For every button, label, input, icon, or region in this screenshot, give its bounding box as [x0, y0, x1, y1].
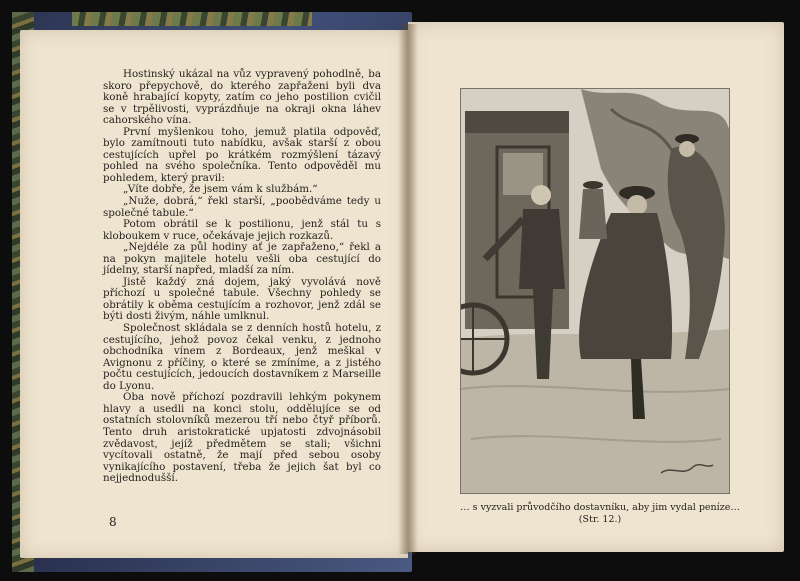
- paragraph: Hostinský ukázal na vůz vypravený pohodlně, ba skoro přepychově, do kterého zapřaženi byli dva koně hrabající kopyty, zatím co jeho postilion cvičil se v trpělivosti, vyprázdňuje na okraji okna láhev cahorského vína.: [103, 68, 381, 127]
- illustration: [460, 88, 730, 494]
- marbled-edge-top: [72, 12, 312, 26]
- page-number: 8: [109, 515, 117, 529]
- book-gutter: [398, 24, 418, 554]
- paragraph: Oba nově příchozí pozdravili lehkým pokynem hlavy a usedli na konci stolu, oddělujíce se od ostatních stolovníků mezerou tří nebo čtyř příborů. Tento druh aristokratické upjatosti zdvojnásobil zvědavost, jejíž předmětem se stali; všichni vycítovali ostatně, že mají před sebou osoby vynikajícího postavení, třeba že jejich šat byl co nejjednodušší.: [103, 391, 381, 485]
- caption-page-reference: (Str. 12.): [578, 514, 622, 525]
- paragraph: První myšlenkou toho, jemuž platila odpověď, bylo zamítnouti tuto nabídku, avšak starší z obou cestujících upřel po krátkém rozmýšlení tázavý pohled na svého společníka. Tento odpověděl mu pohledem, který pravil:: [103, 125, 381, 184]
- body-text: [103, 69, 381, 485]
- illustration-caption: [440, 502, 760, 526]
- paragraph: „Víte dobře, že jsem vám k službám.“: [123, 183, 318, 196]
- paragraph: Jistě každý zná dojem, jaký vyvolává nově příchozí u společné tabule. Všechny pohledy se obrátily k oběma cestujícím a rozhovor, jenž zdál se býti dosti živým, náhle umlknul.: [103, 275, 381, 323]
- paragraph: „Nuže, dobrá,“ řekl starší, „poobědváme tedy u společné tabule.“: [103, 195, 381, 219]
- caption-text: … s vyzvali průvodčího dostavníku, aby jim vydal peníze…: [460, 502, 740, 513]
- paragraph: Společnost skládala se z denních hostů hotelu, z cestujícího, jehož povoz čekal venku, z jednoho obchodníka vínem z Bordeaux, jenž meškal v Avignonu z příčiny, o které se zmíníme, a z jistého počtu cestujících, jedoucích dostavníkem z Marseille do Lyonu.: [103, 322, 381, 392]
- illustration-drawing: [461, 89, 729, 493]
- paragraph: Potom obrátil se k postilionu, jenž stál tu s kloboukem v ruce, očekávaje jejich rozkazů.: [103, 218, 381, 242]
- paragraph: „Nejdéle za půl hodiny ať je zapřaženo,“ řekl a na pokyn majitele hotelu vešli oba cestující do jídelny, starší napřed, mladší za ním.: [103, 241, 381, 277]
